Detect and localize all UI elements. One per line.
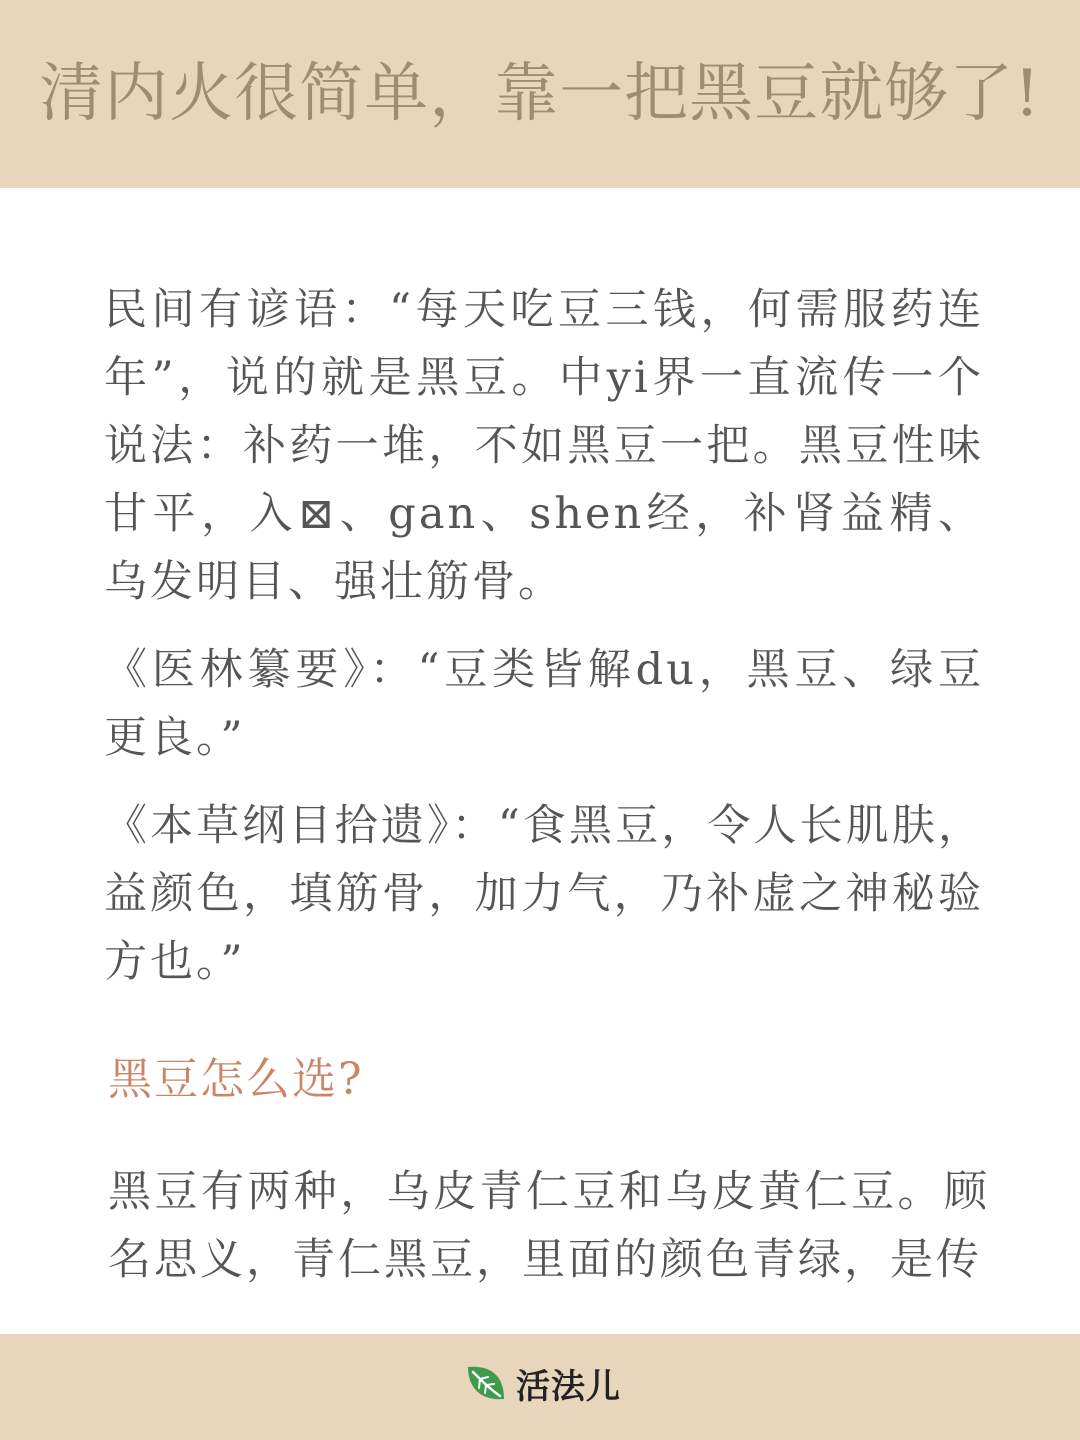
brand-logo	[464, 1357, 621, 1409]
paragraph-bencao-quote: 《本草纲目拾遗》：“食黑豆，令人长肌肤，益颜色，填筋骨，加力气，乃补虚之神秘验方也。”	[104, 801, 984, 987]
brand-name: 活法儿	[516, 1366, 621, 1407]
header-band	[0, 0, 1080, 188]
leaf-icon	[464, 1361, 508, 1405]
paragraph-proverb: 民间有谚语：“每天吃豆三钱，何需服药连年”，说的就是黑豆。中yi界一直流传一个说法：补药一堆，不如黑豆一把。黑豆性味甘平，入⊠、gan、shen经，补肾益精、乌发明目、强壮筋骨。	[104, 285, 984, 607]
article-body	[104, 276, 984, 996]
section-body	[108, 1158, 990, 1294]
paragraph-yilin-quote: 《医林纂要》：“豆类皆解du，黑豆、绿豆更良。”	[104, 645, 984, 763]
section-heading: 黑豆怎么选?	[108, 1054, 364, 1105]
page-title: 清内火很简单，靠一把黑豆就够了!	[39, 57, 1041, 131]
paragraph-black-bean-types: 黑豆有两种，乌皮青仁豆和乌皮黄仁豆。顾名思义，青仁黑豆，里面的颜色青绿，是传	[108, 1167, 990, 1285]
